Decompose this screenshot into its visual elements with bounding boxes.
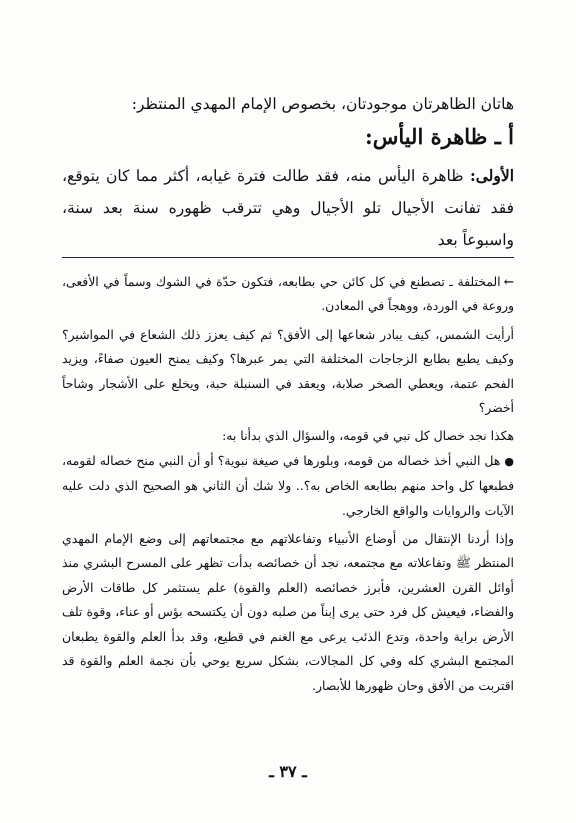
paragraph-text: ظاهرة اليأس منه، فقد طالت فترة غيابه، أكثر مما كان يتوقع، فقد تفانت الأجيال تلو الأجيال وهي تترقب ظهوره سنة بعد سنة، واسبوعاً بعد bbox=[62, 167, 514, 249]
continuation-arrow-icon: ← bbox=[503, 274, 514, 289]
footnote-text-4: هل النبي أخذ خصاله من قومه، وبلورها في صيغة نبوية؟ أو أن النبي منح خصاله لقومه، فطبعها كل واحد منهم بطابعه الخاص به؟.. ولا شك أن الثاني هو الصحيح الذي دلت عليه الآيات والروايات والواقع الخارجي. bbox=[62, 452, 514, 518]
intro-line: هاتان الظاهرتان موجودتان، بخصوص الإمام المهدي المنتظر: bbox=[131, 95, 514, 113]
footnote-block bbox=[62, 270, 514, 698]
bullet-icon: ● bbox=[504, 454, 515, 468]
footnote-paragraph-4 bbox=[62, 449, 514, 523]
section-heading: أ ـ ظاهرة اليأس: bbox=[364, 124, 514, 149]
main-paragraph bbox=[62, 160, 514, 256]
footnote-paragraph-2: أرأيت الشمس، كيف يبادر شعاعها إلى الأفق؟ ثم كيف يعزز ذلك الشعاع في المواشير؟ وكيف يطبع بطابع الزجاجات المختلفة التي يمر عبرها؟ وكيف يمنح العيون صفاءً، ويزيد الفحم عتمة، ويعطي الصخر صلابة، ويعقد في السنبلة حبة، ويخلع على الأشجار وشاحاً أخضر؟ bbox=[62, 326, 514, 416]
paragraph-lead: الأولى: bbox=[470, 166, 514, 185]
footnote-divider bbox=[62, 257, 514, 258]
footnote-paragraph-3: هكذا نجد خصال كل نبي في قومه، والسؤال الذي بدأنا به: bbox=[222, 428, 514, 444]
footnote-paragraph-5: وإذا أردنا الإنتقال من أوضاع الأنبياء وتفاعلاتهم مع مجتمعاتهم إلى وضع الإمام المهدي المنتظر ﷺ وتفاعلاته مع مجتمعه، نجد أن خصائصه بدأت تظهر على المسرح البشري منذ أوائل القرن العشرين، فأبرز خصائصه (العلم والقوة) علم يستثمر كل طاقات الأرض والفضاء، فيعيش كل فرد حتى يرى إبناً من صلبه دون أن يكتسحه بؤس أو عناء، وقوة تلف الأرض براية واحدة، وتدع الذئب يرعى مع الغنم في قطيع، وقد بدأ العلم والقوة يطبعان المجتمع البشري كله وفي كل المجالات، بشكل سريع يوحي بأن نجمة العلم والقوة قد اقتربت من الأفق وحان ظهورها للأبصار. bbox=[62, 531, 514, 693]
footnote-paragraph-1 bbox=[62, 270, 514, 319]
page-number: ـ ٣٧ ـ bbox=[269, 762, 307, 781]
footnote-text-1: المختلفة ـ تصطنع في كل كائن حي بطابعه، فتكون حدّة في الشوك وسماً في الأفعى، وروعة في الوردة، ووهجاً في المعادن. bbox=[62, 274, 514, 314]
